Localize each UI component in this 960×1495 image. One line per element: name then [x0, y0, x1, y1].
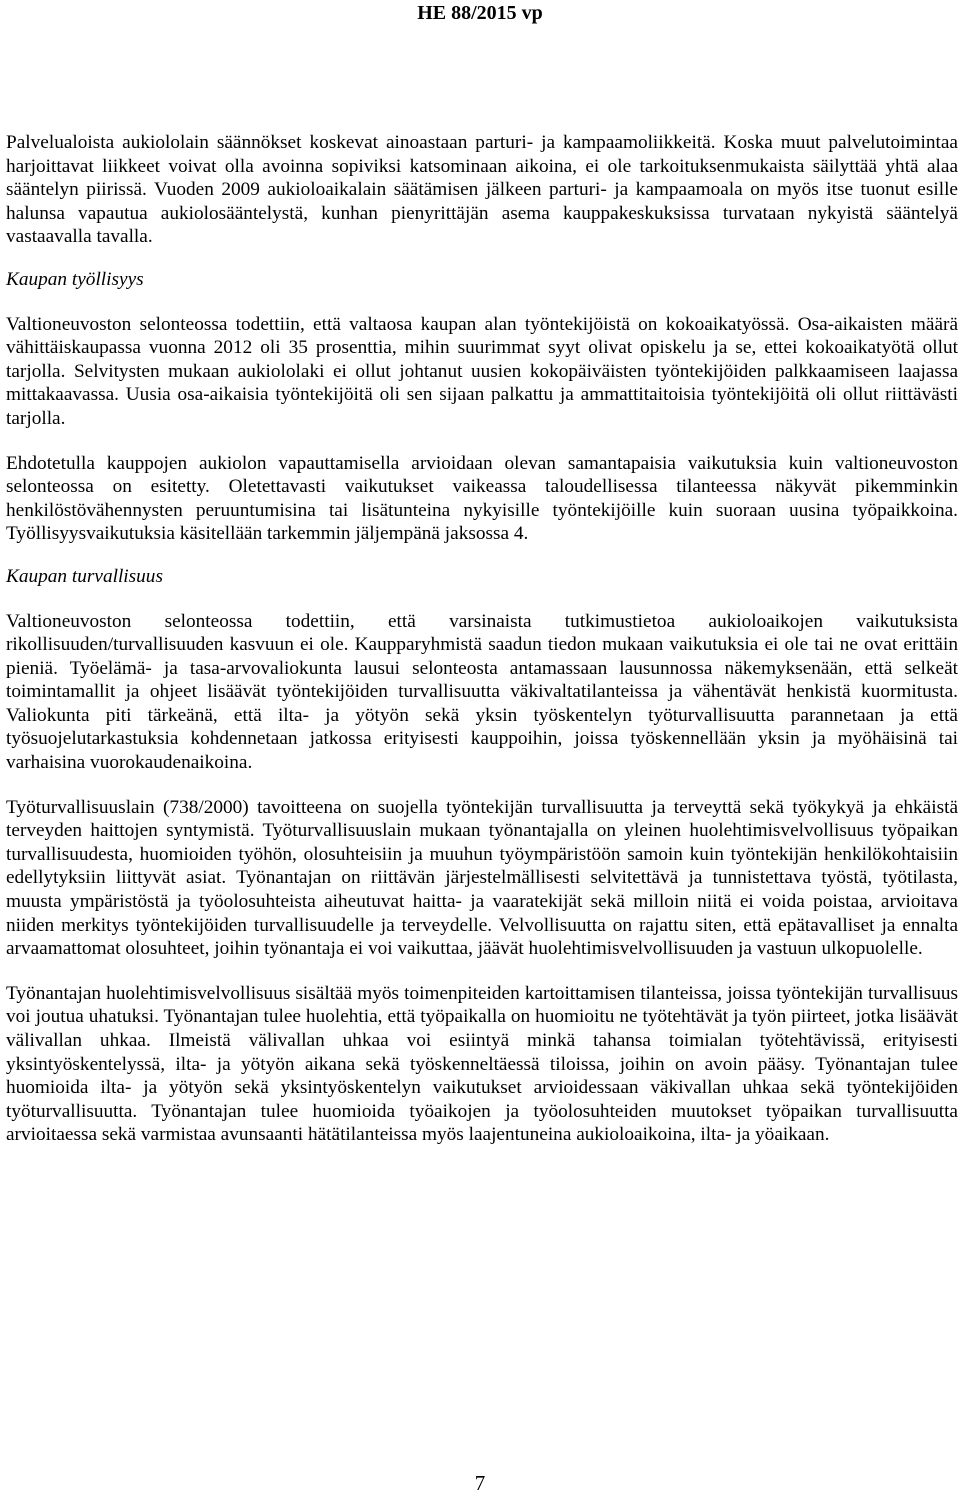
heading-security: Kaupan turvallisuus	[6, 565, 163, 587]
paragraph-occupational-safety: Työturvallisuuslain (738/2000) tavoitteena on suojella työntekijän turvallisuutta ja terveyttä sekä työkykyä ja ehkäistä terveyden haittojen syntymistä. Työturvallisuuslain mukaan työnantajalla on yleinen huolehtimisvelvollisuus työpaikan turvallisuudesta, huomioiden työhön, olosuhteisiin ja muuhun työympäristöön samoin kuin työntekijän henkilökohtaisiin edellytyksiin liittyvät asiat. Työnantajan on riittävän järjestelmällisesti selvitettävä ja tunnistettava työstä, työtilasta, muusta ympäristöstä ja työolosuhteista aiheutuvat haitta- ja vaaratekijät sekä milloin niitä ei voida poistaa, arvioitava niiden merkitys työntekijöiden turvallisuudelle ja terveydelle. Velvollisuutta on rajattu siten, että epätavalliset ja ennalta arvaamattomat olosuhteet, joihin työnantaja ei voi vaikuttaa, jäävät huolehtimisvelvollisuuden ja vastuun ulkopuolelle.	[6, 796, 958, 960]
paragraph-employer-duties: Työnantajan huolehtimisvelvollisuus sisältää myös toimenpiteiden kartoittamisen tilanteissa, joissa työntekijän turvallisuus voi joutua uhatuksi. Työnantajan tulee huolehtia, että työpaikalla on huomioitu ne työtehtävät ja työn piirteet, jotka lisäävät välivallan uhkaa. Ilmeistä välivallan uhkaa voi esiintyä minkä tahansa toimialan työtehtävissä, erityisesti yksintyöskentelyssä, ilta- ja yötyön aikana sekä työskenneltäessä tiloissa, joihin on avoin pääsy. Työnantajan tulee huomioida ilta- ja yötyön sekä yksintyöskentelyn vaikutukset arvioidessaan väkivallan uhkaa sekä työntekijöiden työturvallisuutta. Työnantajan tulee huomioida työaikojen ja työolosuhteiden muutokset työpaikan turvallisuutta arvioitaessa sekä varmistaa avunsaanti hätätilanteissa myös laajentuneina aukioloaikoina, ilta- ja yöaikaan.	[6, 982, 958, 1146]
heading-employment: Kaupan työllisyys	[6, 268, 144, 290]
paragraph-opening-effects: Ehdotetulla kauppojen aukiolon vapauttamisella arvioidaan olevan samantapaisia vaikutuksia kuin valtioneuvoston selonteossa on esitetty. Oletettavasti vaikutukset vaikeassa taloudellisessa tilanteessa näkyvät pikemminkin henkilöstövähennysten peruuntumisina tai lisätunteina nykyisille työntekijöille kuin suoraan uusina työpaikkoina. Työllisyysvaikutuksia käsitellään tarkemmin jäljempänä jaksossa 4.	[6, 452, 958, 545]
document-id-header: HE 88/2015 vp	[417, 2, 543, 24]
page-number: 7	[474, 1471, 486, 1495]
paragraph-employment: Valtioneuvoston selonteossa todettiin, että valtaosa kaupan alan työntekijöistä on kokoaikatyössä. Osa-aikaisten määrä vähittäiskaupassa vuonna 2012 oli 35 prosenttia, mihin suurimmat syyt olivat opiskelu ja se, ettei kokoaikatyötä ollut tarjolla. Selvitysten mukaan aukiololaki ei ollut johtanut uusien kokopäiväisten työntekijöiden palkkaamiseen laajassa mittakaavassa. Uusia osa-aikaisia työntekijöitä oli sen sijaan palkattu ja ammattitaitoisia työntekijöitä oli ollut riittävästi tarjolla.	[6, 313, 958, 429]
paragraph-service-sectors: Palvelualoista aukiololain säännökset koskevat ainoastaan parturi- ja kampaamoliikkeitä. Koska muut palvelutoimintaa harjoittavat liikkeet voivat olla avoinna sopiviksi katsominaan aikoina, ei ole tarkoituksenmukaista säilyttää yhtä alaa sääntelyn piirissä. Vuoden 2009 aukioloaikalain säätämisen jälkeen parturi- ja kampaamoala on myös itse tuonut esille halunsa vapautua aukiolosääntelystä, kunhan pienyrittäjän asema kauppakeskuksissa turvataan nykyistä sääntelyä vastaavalla tavalla.	[6, 132, 958, 248]
paragraph-security-report: Valtioneuvoston selonteossa todettiin, että varsinaista tutkimustietoa aukioloaikojen vaikutuksista rikollisuuden/turvallisuuden kasvuun ei ole. Kaupparyhmistä saadun tiedon mukaan vaikutuksia ei ole tai ne ovat erittäin pieniä. Työelämä- ja tasa-arvovaliokunta lausui selonteosta antamassaan lausunnossa näkemyksenään, että selkeät toimintamallit ja ohjeet lisäävät työntekijöiden turvallisuutta väkivaltatilanteissa ja vähentävät henkistä kuormitusta. Valiokunta piti tärkeänä, että ilta- ja yötyön sekä yksin työskentelyn työturvallisuutta parannetaan ja että työsuojelutarkastuksia kohdennetaan jatkossa erityisesti kauppoihin, joissa työskennellään yksin ja myöhäisinä tai varhaisina vuorokaudenaikoina.	[6, 610, 958, 774]
document-body	[6, 131, 958, 1147]
